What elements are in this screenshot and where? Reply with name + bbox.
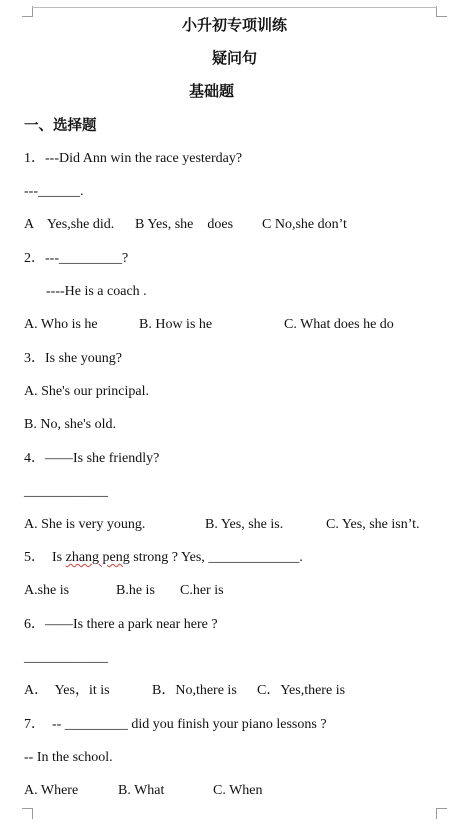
- question-6-answer-line: ____________: [24, 650, 108, 665]
- question-5-stem-prefix: 5． Is: [24, 550, 66, 565]
- question-5-stem-suffix: strong ? Yes, _____________.: [129, 550, 303, 565]
- page-corner-mark: [22, 808, 33, 819]
- document-title: 小升初专项训练: [181, 18, 287, 34]
- question-2-option-b: B. How is he: [139, 317, 213, 332]
- question-4-option-b: B. Yes, she is.: [205, 517, 284, 532]
- question-5-option-c: C.her is: [180, 583, 224, 598]
- question-5-option-b: B.he is: [116, 583, 155, 598]
- question-5-option-a: A.she is: [24, 583, 70, 598]
- question-4-answer-line: ____________: [24, 484, 108, 499]
- question-2-reply: ----He is a coach .: [46, 284, 147, 299]
- question-7-stem: 7． -- _________ did you finish your piano lessons ?: [24, 717, 327, 732]
- section-title: 一、选择题: [24, 118, 97, 134]
- question-6-option-c: C．Yes,there is: [257, 683, 346, 698]
- question-7-option-b: B. What: [118, 783, 165, 798]
- question-2-option-c: C. What does he do: [284, 317, 394, 332]
- question-7-option-a: A. Where: [24, 783, 79, 798]
- question-2-stem: 2．---_________?: [24, 251, 129, 266]
- question-4-option-a: A. She is very young.: [24, 517, 146, 532]
- question-4-option-c: C. Yes, she isn’t.: [326, 517, 420, 532]
- question-5-spellcheck-name: zhang peng: [65, 550, 130, 565]
- question-7-option-c: C. When: [213, 783, 263, 798]
- question-3-stem: 3．Is she young?: [24, 351, 122, 366]
- question-6-stem: 6．——Is there a park near here ?: [24, 617, 218, 632]
- question-1-option-a: A Yes,she did.: [24, 217, 115, 232]
- question-5-stem: [24, 549, 303, 567]
- difficulty-level: 基础题: [189, 84, 235, 100]
- page-top-border: [32, 7, 437, 8]
- document-subtitle: 疑问句: [211, 51, 257, 67]
- question-1-answer-line: ---______.: [24, 184, 84, 199]
- page-corner-mark: [436, 808, 447, 819]
- question-3-option-b: B. No, she's old.: [24, 417, 116, 432]
- question-3-option-a: A. She's our principal.: [24, 384, 150, 399]
- question-1-option-b: B Yes, she does: [135, 217, 234, 232]
- page-corner-mark: [436, 6, 447, 17]
- question-1-option-c: C No,she don’t: [262, 217, 347, 232]
- question-7-reply: -- In the school.: [24, 750, 113, 765]
- question-2-option-a: A. Who is he: [24, 317, 98, 332]
- question-4-stem: 4．——Is she friendly?: [24, 451, 160, 466]
- question-6-option-b: B．No,there is: [152, 683, 237, 698]
- question-1-stem: 1．---Did Ann win the race yesterday?: [24, 151, 243, 166]
- question-6-option-a: A． Yes，it is: [24, 683, 110, 698]
